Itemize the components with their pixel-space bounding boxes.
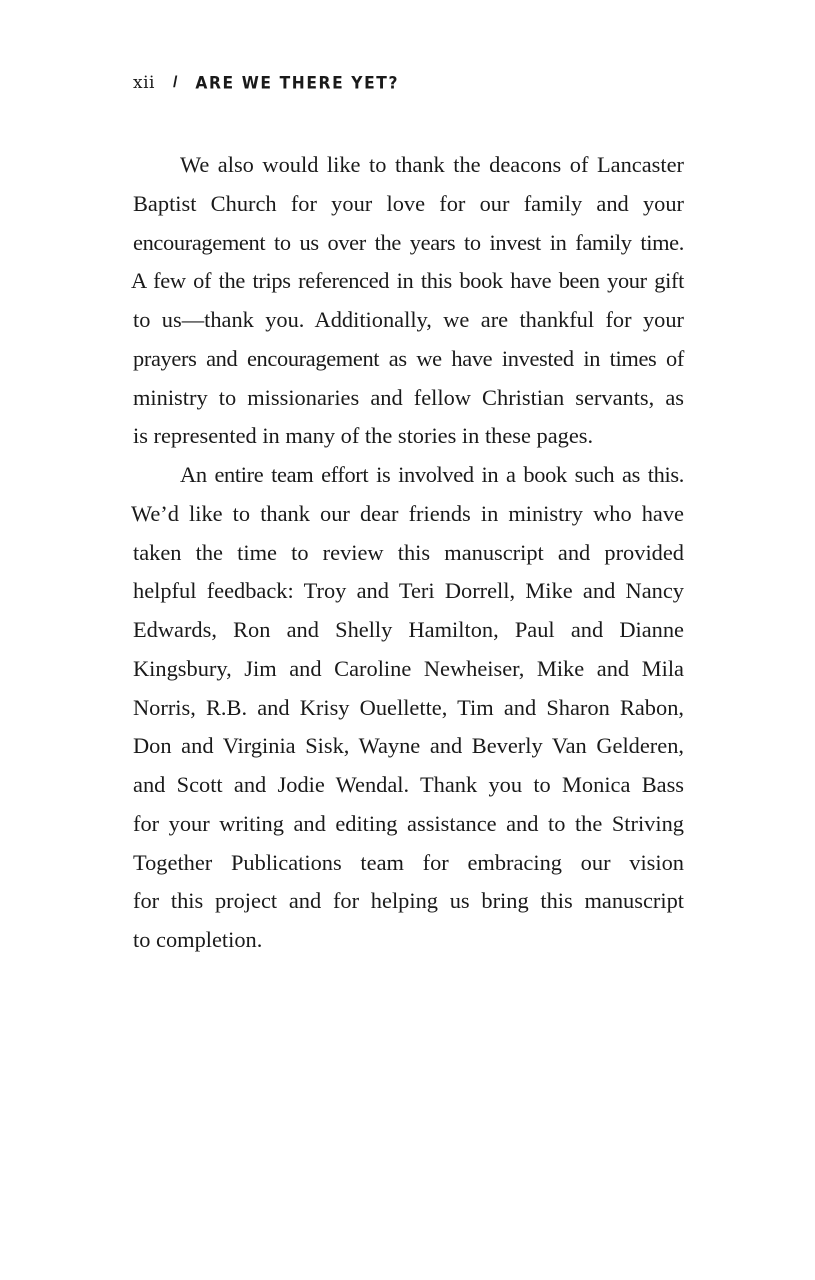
text-line: ministry to missionaries and fellow Christian servants, as (133, 384, 684, 410)
text-line: prayers and encouragement as we have invested in times of (133, 345, 684, 371)
text-line: An entire team effort is involved in a book such as this. (180, 462, 684, 487)
header-separator: / (172, 74, 178, 91)
running-title: ARE WE THERE YET? (195, 73, 400, 93)
text-line: A few of the trips referenced in this book have been your gift (131, 268, 684, 294)
text-line: Norris, R.B. and Krisy Ouellette, Tim and Sharon Rabon, (133, 694, 684, 720)
text-line: helpful feedback: Troy and Teri Dorrell, Mike and Nancy (133, 578, 684, 604)
text-line: We’d like to thank our dear friends in ministry who have (131, 500, 684, 526)
text-line: for this project and for helping us bring this manuscript (133, 888, 684, 914)
text-line: for your writing and editing assistance and to the Striving (133, 810, 684, 836)
paragraph (133, 456, 684, 960)
text-line: We also would like to thank the deacons of Lancaster (180, 152, 684, 177)
text-line: Kingsbury, Jim and Caroline Newheiser, Mike and Mila (133, 655, 684, 681)
text-line: Baptist Church for your love for our family and your (133, 190, 684, 216)
running-header (133, 72, 399, 94)
paragraph (133, 146, 684, 456)
text-line: is represented in many of the stories in these pages. (133, 423, 594, 449)
text-line: and Scott and Jodie Wendal. Thank you to Monica Bass (133, 772, 684, 797)
text-line: to us—thank you. Additionally, we are thankful for your (133, 307, 684, 332)
body-text (133, 146, 684, 960)
page-number: xii (133, 73, 155, 93)
text-line: Don and Virginia Sisk, Wayne and Beverly Van Gelderen, (133, 733, 684, 759)
text-line: to completion. (133, 927, 263, 952)
text-line: Together Publications team for embracing our vision (133, 849, 684, 875)
text-line: taken the time to review this manuscript and provided (133, 539, 684, 565)
text-line: encouragement to us over the years to invest in family time. (133, 229, 684, 255)
text-line: Edwards, Ron and Shelly Hamilton, Paul and Dianne (133, 617, 684, 642)
